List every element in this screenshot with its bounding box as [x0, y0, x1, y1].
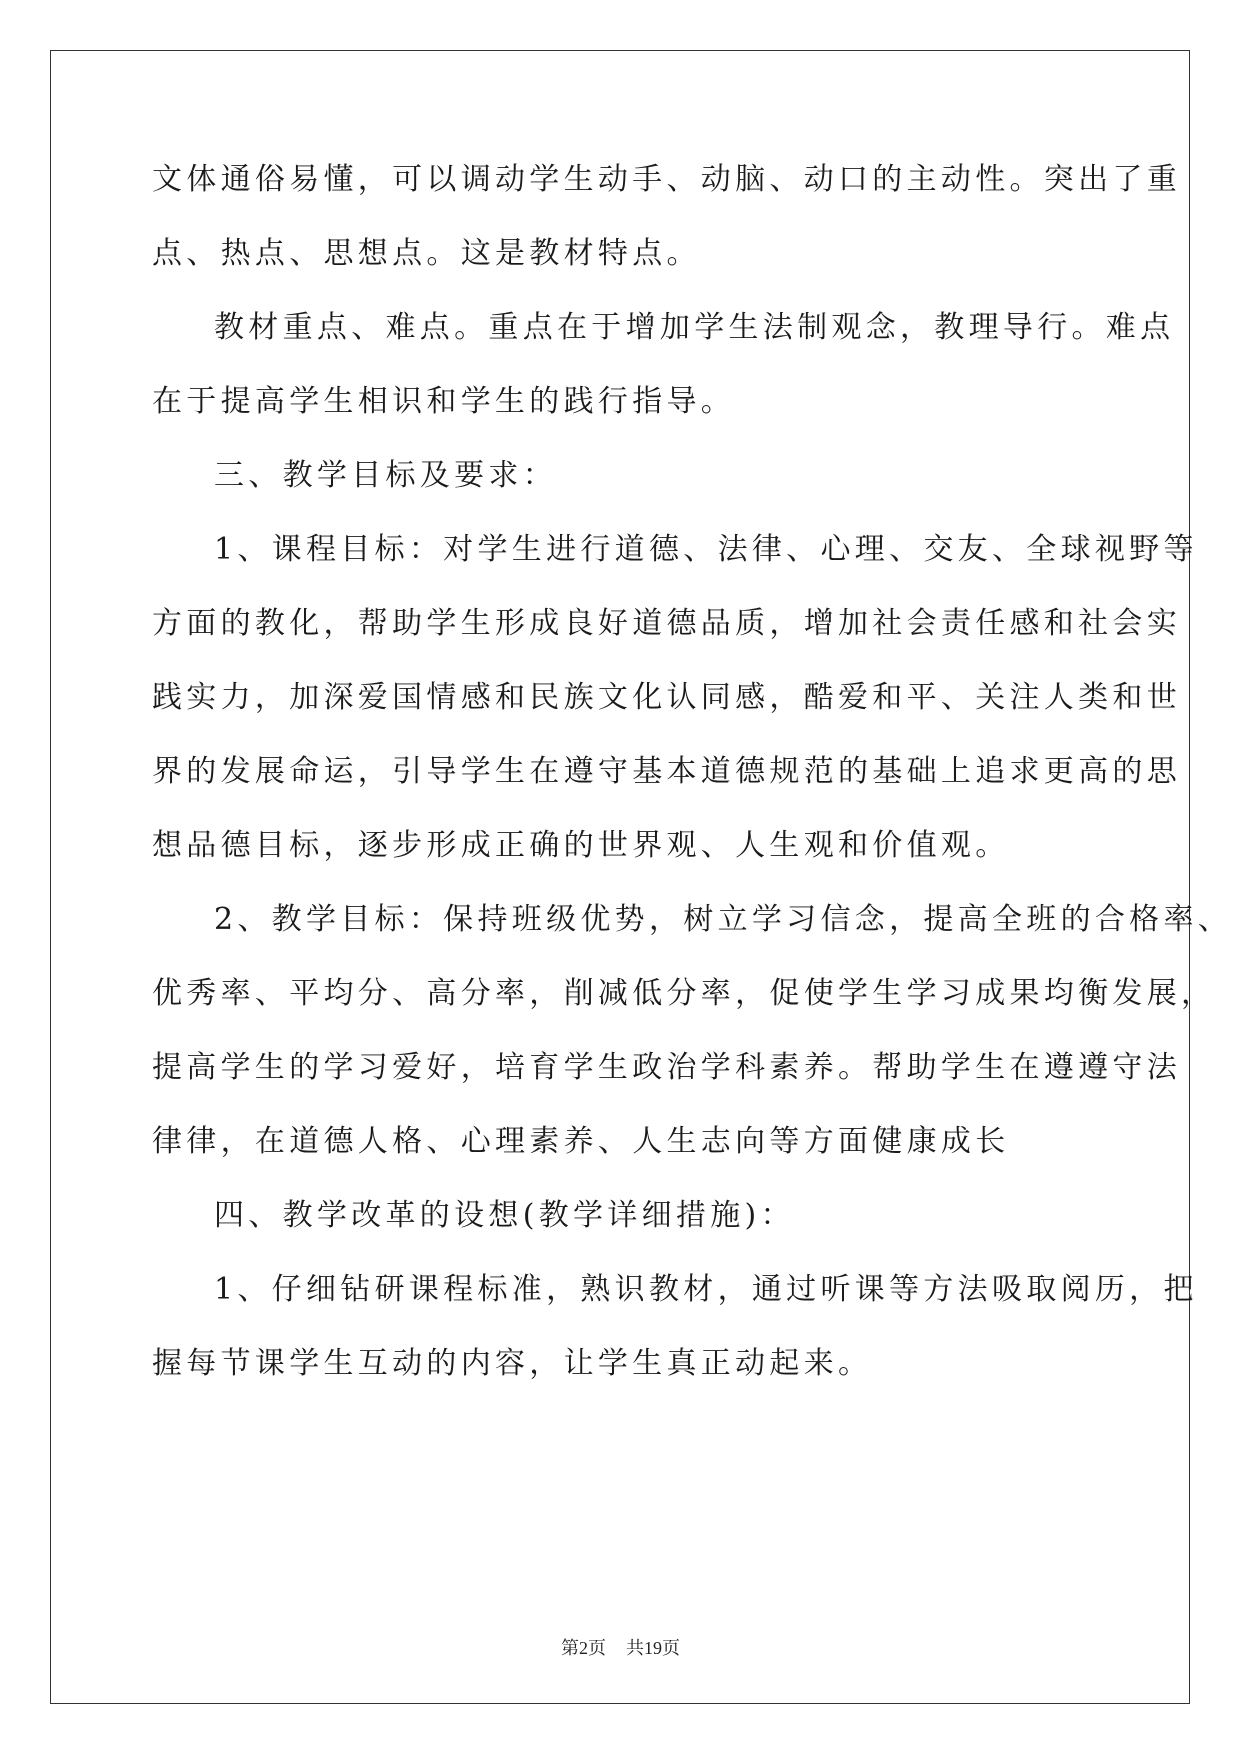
text-line: 提高学生的学习爱好，培育学生政治学科素养。帮助学生在遵遵守法 [152, 1050, 1181, 1085]
text-line: 握每节课学生互动的内容，让学生真正动起来。 [152, 1346, 873, 1381]
page-total: 共19页 [626, 1638, 680, 1658]
section-heading: 三、教学目标及要求： [214, 458, 557, 493]
text-line: 方面的教化，帮助学生形成良好道德品质，增加社会责任感和社会实 [152, 606, 1181, 641]
page-border [50, 50, 1190, 1704]
paragraph-start-line: 1、课程目标：对学生进行道德、法律、心理、交友、全球视野等 [214, 532, 1198, 567]
text-line: 律律，在道德人格、心理素养、人生志向等方面健康成长 [152, 1124, 1010, 1159]
text-line: 想品德目标，逐步形成正确的世界观、人生观和价值观。 [152, 828, 1010, 863]
page-number: 第2页 [561, 1638, 606, 1658]
text-line: 践实力，加深爱国情感和民族文化认同感，酷爱和平、关注人类和世 [152, 680, 1181, 715]
page-footer [0, 1636, 1241, 1660]
text-line: 文体通俗易懂，可以调动学生动手、动脑、动口的主动性。突出了重 [152, 162, 1181, 197]
paragraph-start-line: 1、仔细钻研课程标准，熟识教材，通过听课等方法吸取阅历，把 [214, 1272, 1198, 1307]
paragraph-start-line: 教材重点、难点。重点在于增加学生法制观念，教理导行。难点 [214, 310, 1175, 345]
text-line: 界的发展命运，引导学生在遵守基本道德规范的基础上追求更高的思 [152, 754, 1181, 789]
section-heading: 四、教学改革的设想(教学详细措施)： [214, 1198, 795, 1233]
text-line: 优秀率、平均分、高分率，削减低分率，促使学生学习成果均衡发展， [152, 976, 1216, 1011]
text-line: 点、热点、思想点。这是教材特点。 [152, 236, 701, 271]
paragraph-start-line: 2、教学目标：保持班级优势，树立学习信念，提高全班的合格率、 [214, 902, 1233, 937]
text-line: 在于提高学生相识和学生的践行指导。 [152, 384, 736, 419]
